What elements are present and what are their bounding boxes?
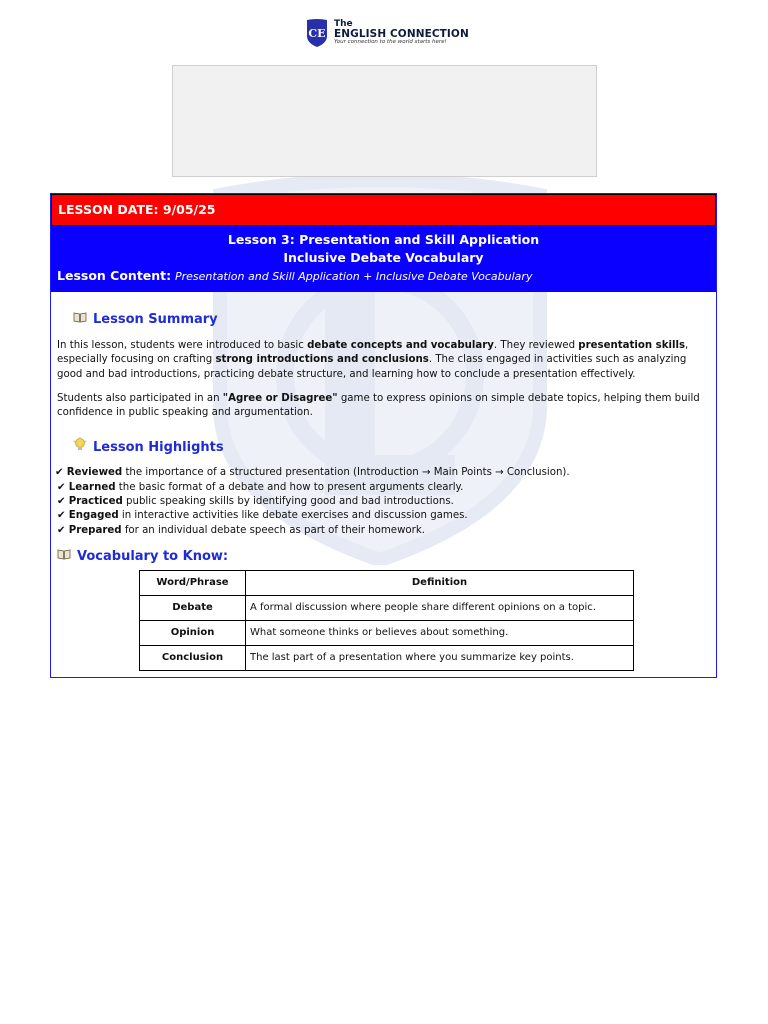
logo-tagline: Your connection to the world starts here!	[334, 39, 447, 46]
bold-text: strong introductions and conclusions	[215, 354, 429, 366]
highlights-heading	[73, 437, 710, 457]
checkmark-icon: ✔	[57, 524, 69, 536]
vocab-header-definition: Definition	[246, 570, 634, 595]
book-icon	[57, 549, 71, 564]
vocab-heading-text: Vocabulary to Know:	[77, 548, 229, 564]
list-item	[55, 509, 710, 523]
text-run: Students also participated in an	[57, 392, 223, 404]
text-run: . The class engaged in activities such as analyzing good and bad introductions, practicing debate structure, and learning how to conclude a presentation effectively.	[57, 354, 687, 380]
vocab-table	[139, 570, 634, 671]
list-item	[55, 495, 710, 509]
summary-heading-text: Lesson Summary	[93, 312, 218, 327]
lesson-content-value: Presentation and Skill Application + Inclusive Debate Vocabulary	[174, 270, 533, 283]
vocab-word: Conclusion	[140, 645, 246, 670]
checkmark-icon: ✔	[57, 510, 69, 522]
vocab-definition: What someone thinks or believes about something.	[246, 620, 634, 645]
highlight-keyword: Engaged	[68, 510, 119, 522]
lesson-body	[51, 312, 716, 677]
list-item	[55, 466, 710, 480]
highlight-keyword: Prepared	[68, 524, 122, 536]
table-row	[140, 595, 634, 620]
vocab-word: Debate	[140, 595, 246, 620]
checkmark-icon: ✔	[57, 481, 69, 493]
vocab-word: Opinion	[140, 620, 246, 645]
table-row	[140, 645, 634, 670]
bold-text: "Agree or Disagree"	[222, 392, 338, 404]
list-item	[55, 481, 710, 495]
checkmark-icon: ✔	[57, 496, 69, 508]
vocab-definition: The last part of a presentation where you summarize key points.	[246, 645, 634, 670]
lesson-content	[57, 267, 710, 286]
logo-name: ENGLISH CONNECTION	[334, 28, 469, 41]
checkmark-icon: ✔	[55, 467, 67, 479]
summary-heading	[73, 312, 710, 327]
text-run: . They reviewed	[493, 340, 579, 351]
highlight-text: for an individual debate speech as part of their homework.	[121, 524, 425, 536]
svg-text:CE: CE	[308, 27, 326, 40]
highlight-text: in interactive activities like debate exercises and discussion games.	[118, 510, 468, 522]
highlights-list	[55, 466, 710, 537]
highlight-text: public speaking skills by identifying good and bad introductions.	[122, 496, 454, 508]
vocab-heading	[57, 549, 710, 564]
lesson-card	[50, 193, 717, 678]
book-icon	[73, 312, 87, 327]
lesson-date: LESSON DATE: 9/05/25	[51, 194, 716, 226]
highlight-keyword: Practiced	[68, 496, 123, 508]
highlight-text: the basic format of a debate and how to present arguments clearly.	[115, 481, 464, 493]
shield-logo-icon	[306, 18, 328, 48]
bold-text: presentation skills	[578, 340, 686, 351]
vocab-definition: A formal discussion where people share different opinions on a topic.	[246, 595, 634, 620]
table-row	[140, 620, 634, 645]
lesson-title-bar	[51, 226, 716, 292]
summary-paragraph-2	[57, 392, 710, 421]
lesson-subtitle: Inclusive Debate Vocabulary	[283, 250, 484, 265]
highlight-keyword: Reviewed	[66, 467, 123, 479]
highlight-keyword: Learned	[68, 481, 116, 493]
lightbulb-icon	[73, 437, 87, 457]
highlight-text: the importance of a structured presentation (Introduction → Main Points → Conclusion).	[122, 467, 570, 479]
vocab-header-word: Word/Phrase	[140, 570, 246, 595]
text-run: , especially focusing on crafting	[57, 340, 689, 366]
vocab-table-header	[140, 570, 634, 595]
lesson-title: Lesson 3: Presentation and Skill Application	[227, 232, 540, 247]
summary-paragraph-1	[57, 339, 710, 382]
bold-text: debate concepts and vocabulary	[307, 340, 494, 351]
lesson-content-label: Lesson Content:	[57, 268, 172, 283]
highlights-heading-text: Lesson Highlights	[93, 439, 224, 455]
brand-logo	[306, 16, 469, 50]
text-run: game to express opinions on simple debate topics, helping them build confidence in public speaking and argumentation.	[57, 392, 700, 419]
logo-the: The	[334, 18, 353, 29]
text-run: In this lesson, students were introduced to basic	[57, 340, 308, 351]
image-placeholder	[172, 65, 597, 177]
list-item	[55, 524, 710, 538]
